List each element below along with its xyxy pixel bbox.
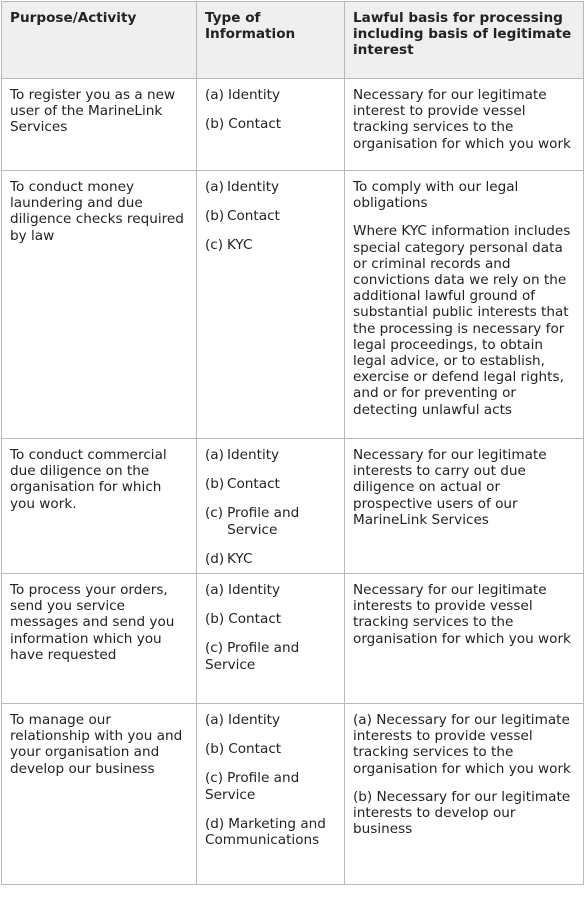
- type-text: Identity: [227, 582, 281, 599]
- type-label: (a): [205, 582, 224, 599]
- type-cell: [197, 439, 345, 574]
- type-item: [205, 208, 338, 224]
- type-label: (b): [205, 208, 225, 225]
- purpose-text: To manage our relationship with you and your organisation and develop our business: [10, 712, 183, 777]
- purpose-text: To conduct money laundering and due diligence checks required by law: [10, 179, 184, 244]
- type-cell: [197, 704, 345, 885]
- type-item: [205, 116, 338, 132]
- type-text: Contact: [227, 208, 280, 225]
- type-text: Marketing and Communications: [205, 815, 326, 849]
- type-cell: [197, 79, 345, 171]
- header-basis: Lawful basis for processing including basis of legitimate interest: [345, 2, 584, 79]
- table-row: [2, 574, 584, 704]
- header-type: Type of Information: [197, 2, 345, 79]
- basis-text: (b) Necessary for our legitimate interests to develop our business: [353, 788, 571, 838]
- type-text: Identity: [227, 87, 281, 103]
- type-label: (b): [205, 611, 225, 628]
- basis-cell: [345, 704, 584, 885]
- basis-text: Necessary for our legitimate interests to provide vessel tracking services to the organisation for which you work: [353, 582, 571, 647]
- purpose-cell: [2, 439, 197, 574]
- type-label: (c): [205, 237, 224, 254]
- type-item: [205, 640, 338, 672]
- purpose-text: To conduct commercial due diligence on the organisation for which you work.: [10, 447, 167, 512]
- basis-text: Where KYC information includes special category personal data or criminal records and convictions data we rely on the additional lawful ground of substantial public interests that the processing is necessary for legal proceedings, to obtain legal advice, or to establish, exercise or defend legal rights, and or for preventing or detecting unlawful acts: [353, 223, 571, 418]
- basis-cell: [345, 439, 584, 574]
- basis-cell: [345, 79, 584, 171]
- basis-cell: [345, 574, 584, 704]
- type-item: [205, 712, 338, 728]
- type-label: (a): [205, 712, 224, 729]
- type-label: (a): [205, 179, 224, 195]
- type-item: [205, 551, 338, 567]
- purpose-text: To process your orders, send you service messages and send you information which you have requested: [10, 582, 175, 663]
- type-text: Contact: [228, 741, 282, 758]
- type-item: [205, 770, 338, 802]
- type-label: (c): [205, 770, 224, 787]
- type-item: [205, 741, 338, 757]
- purpose-text: To register you as a new user of the MarineLink Services: [10, 87, 176, 136]
- type-text: Contact: [228, 116, 282, 133]
- type-item: [205, 179, 338, 195]
- type-label: (d): [205, 550, 225, 567]
- purpose-cell: [2, 79, 197, 171]
- type-cell: [197, 171, 345, 439]
- purpose-cell: [2, 704, 197, 885]
- type-item: [205, 505, 338, 537]
- type-label: (c): [205, 505, 224, 522]
- type-text: Identity: [227, 179, 280, 195]
- table-row: [2, 439, 584, 574]
- type-text: Contact: [228, 611, 282, 628]
- type-label: (b): [205, 741, 225, 758]
- type-text: KYC: [227, 550, 253, 567]
- purpose-cell: [2, 574, 197, 704]
- type-item: [205, 476, 338, 492]
- type-label: (c): [205, 640, 224, 657]
- table-row: [2, 171, 584, 439]
- type-item: [205, 237, 338, 253]
- type-text: Profile and Service: [205, 770, 300, 803]
- type-label: (b): [205, 116, 225, 133]
- basis-text: To comply with our legal obligations: [353, 179, 519, 212]
- purpose-cell: [2, 171, 197, 439]
- type-text: Profile and Service: [227, 505, 300, 538]
- basis-text: Necessary for our legitimate interest to provide vessel tracking services to the organisation for which you work: [353, 87, 571, 152]
- type-item: [205, 87, 338, 103]
- lawful-basis-table: [1, 1, 584, 885]
- type-text: KYC: [227, 237, 253, 254]
- type-item: [205, 447, 338, 463]
- type-label: (b): [205, 476, 225, 493]
- type-text: Profile and Service: [205, 640, 300, 673]
- table-row: [2, 79, 584, 171]
- type-cell: [197, 574, 345, 704]
- type-label: (a): [205, 447, 224, 463]
- basis-cell: [345, 171, 584, 439]
- type-text: Identity: [227, 712, 281, 729]
- table-row: [2, 704, 584, 885]
- type-label: (a): [205, 87, 224, 103]
- basis-text: (a) Necessary for our legitimate interests to provide vessel tracking services to the organisation for which you work: [353, 712, 571, 777]
- header-purpose: Purpose/Activity: [2, 2, 197, 79]
- type-label: (d): [205, 815, 225, 832]
- type-item: [205, 611, 338, 627]
- table-header-row: [2, 2, 584, 79]
- type-item: [205, 816, 338, 848]
- type-item: [205, 582, 338, 598]
- basis-text: Necessary for our legitimate interests to carry out due diligence on actual or prospective users of our MarineLink Services: [353, 447, 547, 528]
- type-text: Contact: [227, 476, 280, 493]
- type-text: Identity: [227, 447, 280, 463]
